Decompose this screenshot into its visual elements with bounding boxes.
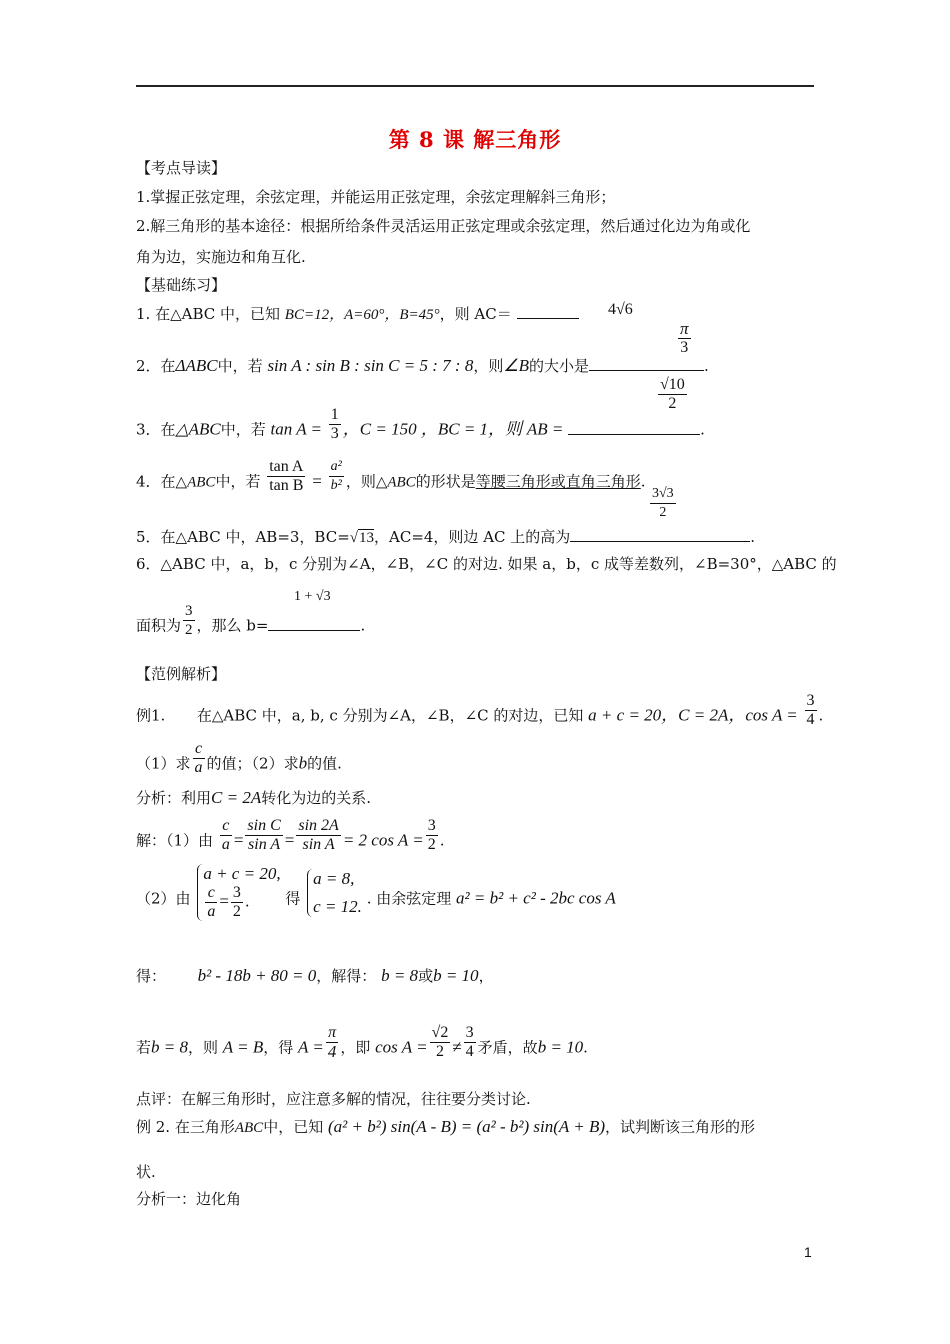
guide-item-1: 1.掌握正弦定理，余弦定理，并能运用正弦定理，余弦定理解斜三角形；: [136, 188, 616, 206]
q6-answer-blank: [268, 630, 360, 631]
q3-ab: AB =: [526, 419, 564, 439]
ex1-cos-den: 2: [435, 1043, 444, 1060]
q6-frac-den: 2: [185, 622, 193, 638]
guide-item-3: 角为边，实施边和角互化.: [136, 248, 306, 266]
ex1-frac-num: 3: [806, 692, 815, 709]
q4-triangle: ABC: [187, 474, 216, 491]
q4-fraction-1: [267, 458, 305, 495]
q4-fraction-2: [329, 458, 344, 495]
q6-answer: 1 + √3: [294, 589, 331, 604]
q4-f2-den: b²: [330, 478, 342, 493]
question-3: 3．在△ABC中，若 tan A = $\frac{1}{3}$ ，C = 150 ，BC = 1，则 AB = .: [136, 406, 705, 442]
ex1-sys1-frac-r: [231, 884, 243, 921]
ex1-law: . 由余弦定理: [366, 889, 452, 908]
q1-answer-blank: [517, 318, 579, 319]
example-2-statement: [136, 1117, 755, 1138]
q4-f1-num: tan A: [269, 458, 304, 475]
ex1-fraction: [805, 692, 817, 729]
ex1-sys2-b: c = 12.: [313, 896, 362, 916]
ex1-sol1-t5d: 2: [427, 836, 436, 853]
ex1-sol1-frac-4: [426, 817, 438, 854]
example-1-quadratic: [136, 966, 494, 986]
ex1-get: 得: [285, 889, 301, 908]
example-2-line-2: 状.: [136, 1163, 156, 1181]
ex1-sys1-rn: 3: [232, 884, 241, 901]
question-4: 4．在△ABC中，若 $\frac{\text{tan A}}{\text{tan B}}$ = $\frac{\text{a²}}{\text{b²}}$ ，则△ABC的形状是等腰三角形或直角三角形.: [136, 458, 646, 494]
ex1-root-1: b = 8: [381, 966, 419, 985]
section-basic: 【基础练习】: [136, 276, 227, 294]
example-2-analysis: 分析一：边化角: [136, 1190, 242, 1208]
q3-answer-num: √10: [660, 376, 685, 393]
question-6-line-1: 6．△ABC 中，a，b，c 分别为∠A，∠B，∠C 的对边. 如果 a，b，c 成等差数列，∠B=30°，△ABC 的: [136, 555, 837, 573]
ex1-sys1-a: a + c = 20,: [203, 864, 281, 883]
q5-answer-den: 2: [659, 505, 667, 520]
ex1-analysis: 分析：利用: [136, 789, 212, 807]
ex1-sol1-t1n: c: [220, 817, 232, 836]
q2-triangle: ΔABC: [175, 356, 218, 375]
q4-suffix-1: ，则△: [345, 472, 388, 491]
ex1-sol1-t4: = 2 cos A =: [342, 830, 424, 850]
ex1-comma: ，: [478, 967, 494, 985]
q3-frac-den: 3: [330, 425, 339, 442]
example-1-comment: 点评：在解三角形时，应注意多解的情况，往往要分类讨论.: [136, 1090, 531, 1108]
q5-text-2: ，AC=4，则边 AC 上的高为: [374, 528, 571, 546]
ex1-q-mid: 的值；（2）求: [206, 754, 299, 773]
ex1-sol1-frac-3: [296, 817, 340, 854]
ex1-sys1-bd: a: [207, 903, 216, 920]
q6-suffix: ，那么 b=: [196, 616, 269, 635]
ex1-system-2: [307, 869, 362, 917]
q3-frac-num: 1: [330, 406, 339, 423]
ex1-q-prefix: （1）求: [136, 754, 191, 773]
q6-prefix: 面积为: [136, 616, 182, 635]
q5-answer-num: 3√3: [650, 485, 676, 504]
ex1-sol1-t2n: sin C: [247, 817, 281, 834]
ex1-sol1-t5n: 3: [427, 817, 436, 834]
q4-prefix: 4．在△: [136, 472, 188, 491]
ex1-sol2-prefix: （2）由: [136, 889, 191, 908]
ex1-de: 得：: [136, 967, 167, 985]
q5-answer-blank: [570, 541, 750, 542]
q2-tail: 的大小是: [528, 357, 589, 375]
q1-condition: BC=12，A=60°，B=45°: [284, 307, 440, 323]
ex1-q-num: c: [193, 740, 205, 759]
q4-answer: 等腰三角形或直角三角形: [475, 472, 641, 491]
q2-condition: sin A : sin B : sin C = 5 : 7 : 8: [267, 356, 474, 375]
ex2-suffix: ，试判断该三角形的形: [605, 1118, 756, 1136]
q5-sqrt: 13: [359, 530, 375, 546]
ex1-q-fraction: [193, 740, 205, 777]
guide-item-2: 2.解三角形的基本途径：根据所给条件灵活运用正弦定理或余弦定理，然后通过化边为角或化: [136, 217, 751, 235]
ex1-sys1-frac: [205, 884, 217, 921]
ex1-sys1-rd: 2: [232, 903, 241, 920]
header-rule: [136, 85, 814, 87]
ex1-sol1-t3d: sin A: [302, 836, 335, 853]
ex2-triangle: ABC: [234, 1120, 264, 1136]
ex1-if-b: b = 8: [151, 1037, 188, 1057]
ex1-a-den: 4: [327, 1042, 337, 1061]
page-number: 1: [804, 1244, 812, 1260]
q4-f1-den: tan B: [269, 477, 304, 494]
ex2-equation: (a² + b²) sin(A - B) = (a² - b²) sin(A + B): [328, 1117, 606, 1136]
ex1-sol1-frac-2: [245, 817, 282, 854]
q3-tan: tan A =: [270, 419, 322, 439]
ex1-cos-num: √2: [431, 1024, 449, 1041]
question-5: 5．在△ABC 中，AB=3，BC=√13，AC=4，则边 AC 上的高为 .: [136, 528, 756, 546]
q3-mid: 中，若: [220, 420, 266, 439]
q2-answer-blank: [589, 370, 704, 371]
ex1-sol1-t1d: a: [221, 836, 230, 853]
question-1: [136, 304, 579, 325]
ex1-q-den: a: [194, 759, 203, 776]
section-examples: 【范例解析】: [136, 665, 227, 683]
example-1-check: [136, 1024, 588, 1061]
q2-angle: ∠B: [503, 356, 529, 375]
ex1-ie: ，即: [340, 1038, 371, 1057]
q1-answer: 4√6: [608, 301, 633, 318]
ex1-a-eq: A =: [298, 1037, 324, 1057]
ex1-sol1-prefix: 解：（1）由: [136, 831, 214, 850]
ex1-label: 例1.: [136, 706, 166, 725]
q3-answer-blank: [568, 434, 700, 435]
page-title: 第 8 课 解三角形: [388, 127, 562, 152]
ex1-root-2: b = 10: [433, 966, 479, 985]
ex1-contradiction: 矛盾，故: [477, 1038, 538, 1057]
ex1-final: b = 10: [537, 1037, 584, 1057]
q4-f2-num: a²: [329, 458, 344, 477]
question-2: 2．在ΔABC中，若 sin A : sin B : sin C = 5 : 7 : 8，则∠B的大小是 .: [136, 356, 709, 375]
q3-fraction: [329, 406, 341, 443]
ex1-ne-den: 4: [465, 1043, 474, 1060]
ex2-mid: 中，已知: [263, 1118, 324, 1136]
ex1-law-eq: a² = b² + c² - 2bc cos A: [456, 888, 616, 908]
ex1-system-1: a + c = 20, $\frac{c}{a}$ = $\frac{3}{2}$ .: [197, 864, 280, 921]
example-1-statement: 例1. 在△ABC 中，a, b, c 分别为∠A，∠B，∠C 的对边，已知 a + c = 20，C = 2A，cos A = $\frac{3}{4}$ .: [136, 692, 824, 728]
ex1-sys2-a: a = 8,: [313, 868, 355, 888]
ex1-a-frac: [326, 1024, 339, 1061]
ex1-sol1-t3n: sin 2A: [298, 817, 339, 834]
ex1-then-eq: A = B: [222, 1037, 264, 1057]
section-guide: 【考点导读】: [136, 159, 227, 177]
q2-answer: [678, 320, 691, 357]
q4-mid: 中，若: [215, 472, 261, 491]
q5-text: 5．在△ABC 中，AB=3，BC=: [136, 528, 350, 546]
ex1-quadratic: b² - 18b + 80 = 0: [197, 966, 317, 985]
q3-condition: ，C = 150 ，BC = 1，则: [342, 419, 523, 439]
ex1-sys1-eq: =: [219, 891, 229, 911]
ex2-prefix: 例 2. 在三角形: [136, 1118, 235, 1136]
q3-answer-den: 2: [668, 395, 677, 412]
ex1-sys1-bn: c: [205, 884, 217, 903]
ex1-ne: ≠: [452, 1037, 462, 1057]
q5-answer: [650, 485, 676, 522]
ex1-get2: ，得: [263, 1038, 294, 1057]
example-1-questions: [136, 740, 342, 777]
example-1-analysis: [136, 788, 371, 808]
q2-prefix: 2．在: [136, 357, 176, 375]
ex1-q-b: b: [298, 753, 308, 773]
ex1-cos-eq: cos A =: [375, 1037, 428, 1057]
q6-fraction: [183, 602, 195, 639]
ex1-period: .: [583, 1038, 588, 1057]
q4-triangle-2: ABC: [387, 474, 416, 491]
ex1-sol1-t2d: sin A: [248, 836, 281, 853]
question-6-line-2: 面积为 $\frac{3}{2}$ ，那么 b= .: [136, 603, 366, 638]
ex1-q-end: 的值.: [307, 754, 342, 773]
ex1-sol1-frac-1: [220, 817, 232, 854]
ex1-if: 若: [136, 1038, 152, 1057]
ex1-or: 或: [418, 967, 434, 985]
ex1-frac-den: 4: [806, 711, 815, 728]
ex1-condition: a + c = 20，C = 2A，cos A =: [588, 705, 798, 725]
q1-prefix: 1. 在△ABC 中，已知: [136, 305, 280, 323]
q4-suffix-2: 的形状是: [415, 472, 476, 491]
ex1-ne-frac: [464, 1024, 476, 1061]
example-1-solution-1: 解：（1）由 $\frac{c}{a}$ = $\frac{\text{sin C}}{\text{sin A}}$ = $\frac{\sin 2A}{\text{sin A}}$ = 2 cos A = $\frac{3}{2}$ .: [136, 817, 445, 853]
q2-mid: 中，若: [217, 357, 263, 375]
ex1-analysis-eq: C = 2A: [211, 788, 262, 807]
ex1-ne-num: 3: [465, 1024, 474, 1041]
q1-suffix: ，则 AC＝: [439, 305, 512, 323]
q3-triangle: △ABC: [175, 419, 221, 439]
q2-answer-num: π: [680, 319, 689, 338]
example-1-solution-2: [136, 864, 616, 921]
q6-frac-num: 3: [185, 603, 193, 619]
q3-answer: [658, 376, 687, 413]
q2-suffix: ，则: [473, 357, 504, 375]
ex1-cos-frac: [430, 1024, 451, 1061]
ex1-analysis-end: 转化为边的关系.: [261, 789, 371, 807]
q2-answer-den: 3: [680, 339, 689, 356]
ex1-then: ，则: [188, 1038, 219, 1057]
ex1-a-num: π: [326, 1024, 339, 1043]
q3-prefix: 3．在: [136, 420, 176, 439]
ex1-text: 在△ABC 中，a, b, c 分别为∠A，∠B，∠C 的对边，已知: [196, 706, 584, 725]
ex1-solve: ，解得：: [316, 967, 377, 985]
